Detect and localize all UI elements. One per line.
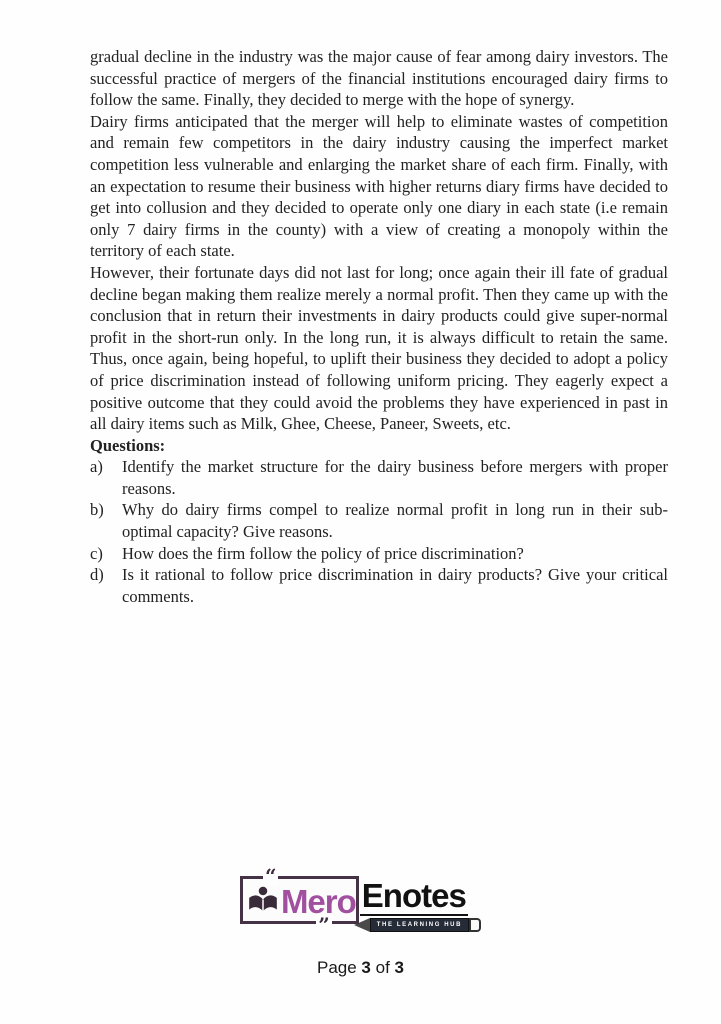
close-quote-mark: ” — [318, 913, 330, 937]
open-quote-mark: “ — [264, 864, 277, 888]
question-marker: c) — [90, 543, 103, 563]
question-item — [90, 564, 668, 607]
question-marker: b) — [90, 500, 104, 520]
question-marker: d) — [90, 565, 104, 585]
question-text: How does the firm follow the policy of price discrimination? — [122, 543, 524, 563]
logo-tagline: THE LEARNING HUB — [370, 918, 469, 932]
pencil-icon — [354, 918, 481, 932]
footer-total-pages: 3 — [394, 958, 405, 977]
question-marker: a) — [90, 457, 103, 477]
logo-frame — [240, 864, 359, 937]
page-number-footer — [0, 958, 721, 978]
question-text: Is it rational to follow price discrimination in dairy products? Give your critical comments. — [122, 565, 668, 606]
paragraph: gradual decline in the industry was the major cause of fear among dairy investors. The successful practice of mergers of the financial institutions encouraged dairy firms to follow the same. Finally, they decided to merge with the hope of synergy. — [90, 47, 668, 110]
logo-text-enotes: Enotes — [361, 877, 466, 914]
pencil-eraser-icon — [469, 918, 481, 932]
logo-text-mero: Mero — [280, 882, 356, 920]
reading-person-icon — [246, 883, 280, 917]
question-text: Why do dairy firms compel to realize normal profit in long run in their sub-optimal capacity? Give reasons. — [122, 500, 668, 542]
question-item — [90, 456, 668, 499]
paragraph: However, their fortunate days did not last for long; once again their ill fate of gradual decline began making them realize merely a normal profit. Then they came up with the conclusion that in return their investments in dairy products could give super-normal profit in the short-run only. In the long run, it is always difficult to retain the same. Thus, once again, being hopeful, to uplift their business they decided to adopt a policy of price discrimination instead of following uniform pricing. They eagerly expect a positive outcome that they could avoid the problems they have experienced in past in all dairy items such as Milk, Ghee, Cheese, Paneer, Sweets, etc. — [90, 262, 668, 434]
meroenotes-logo — [0, 864, 721, 937]
footer-of-label: of — [375, 958, 390, 977]
question-item — [90, 499, 668, 542]
questions-heading: Questions: — [90, 435, 166, 455]
question-item — [90, 543, 668, 565]
question-text: Identify the market structure for the dairy business before mergers with proper reasons. — [122, 457, 668, 498]
paragraph: Dairy firms anticipated that the merger will help to eliminate wastes of competition and remain few competitors in the dairy industry causing the imperfect market competition less vulnerable and enlarging the market share of each firm. Finally, with an expectation to resume their business with higher returns diary firms have decided to get into collusion and they decided to operate only one diary in each state (i.e remain only 7 dairy firms in the county) with a view of creating a monopoly within the territory of each state. — [90, 111, 668, 261]
document-body — [90, 46, 668, 607]
footer-page-label: Page — [316, 958, 357, 977]
footer-page-number: 3 — [361, 958, 371, 977]
